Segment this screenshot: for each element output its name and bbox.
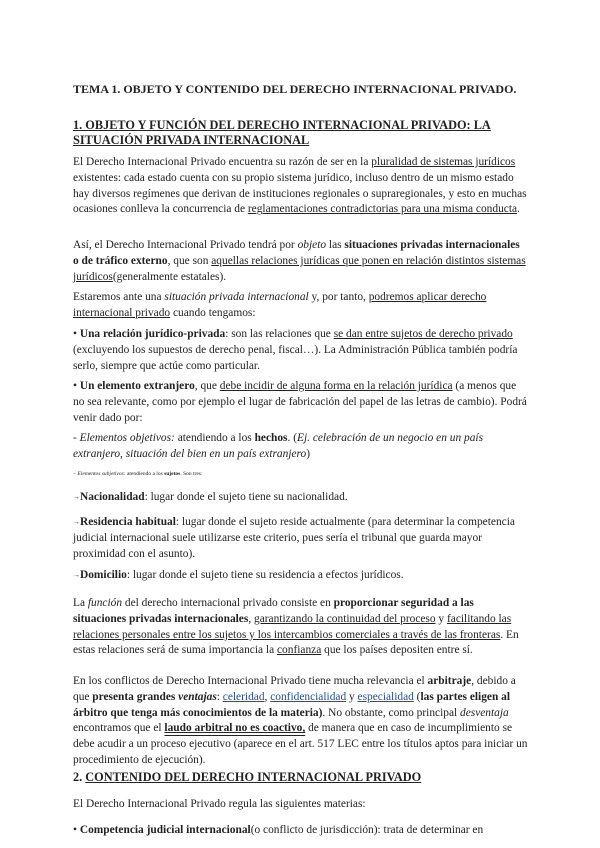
p3-text-3: cuando tengamos: xyxy=(170,306,256,319)
bullet-icon: • xyxy=(73,380,80,392)
criterio-residencia xyxy=(73,515,528,562)
p1-underline-1: pluralidad de sistemas jurídicos xyxy=(371,156,516,168)
p2-text-4: (generalmente estatales). xyxy=(112,270,227,283)
obj-bold: hechos xyxy=(254,432,288,444)
p5-bold-2: presenta grandes xyxy=(92,690,179,703)
res-bold: Residencia habitual xyxy=(80,516,176,528)
p4-text-4: y xyxy=(435,612,447,625)
p1-text-2: existentes: cada estado cuenta con su propio sistema jurídico, incluso dentro de un mismo estado hay diversos regímenes que derivan de instituciones regionales o supraregionales, y esto en muchas ocasiones conlleva la concurrencia de xyxy=(73,171,527,216)
p3-underline: podremos aplicar derecho internacional privado xyxy=(73,291,487,319)
nac-text: : lugar donde el sujeto tiene su nacionalidad. xyxy=(144,491,348,503)
b3-text: (o conflicto de jurisdicción): trata de determinar en xyxy=(250,824,484,836)
b2-text: , que xyxy=(194,380,220,392)
p4-italic: función xyxy=(87,597,123,609)
b2-bold: Un elemento extranjero xyxy=(79,380,195,392)
arrow-icon: → xyxy=(73,493,80,501)
bullet-competencia-judicial xyxy=(73,823,528,839)
paragraph-arbitraje xyxy=(73,674,528,769)
subj-bold: sujetos xyxy=(164,471,181,477)
section2-heading xyxy=(73,770,528,785)
subj-text: atendiendo a los xyxy=(125,471,165,477)
bullet-icon: • xyxy=(73,328,80,340)
p4-text-3: , xyxy=(248,612,255,625)
p1-text-3: . xyxy=(517,203,520,216)
obj-text-3: ) xyxy=(306,447,311,460)
p5-text-3: : xyxy=(216,690,223,703)
p1-text: El Derecho Internacional Privado encuentra su razón de ser en la xyxy=(73,156,372,168)
p4-bold: proporcionar seguridad a las situaciones privadas internacionales xyxy=(73,597,474,625)
b2-text-2: (a menos que no sea relevante, como por ejemplo el lugar de fabricación del papel de las letras de cambio). Podrá venir dado por: xyxy=(73,380,527,424)
p2-text-3: , que son xyxy=(167,254,212,267)
p4-text-5: . En estas relaciones será de suma importancia la xyxy=(73,628,519,657)
p2-text: Así, el Derecho Internacional Privado tendrá por xyxy=(73,239,298,251)
p3-text-2: y, por tanto, xyxy=(308,291,369,303)
p3-text: Estaremos ante una xyxy=(73,291,165,303)
dom-bold: Domicilio xyxy=(80,569,127,581)
p5-text-5: y xyxy=(346,690,358,703)
p5-link-especialidad: especialidad xyxy=(357,690,414,703)
b1-text-2: (excluyendo los supuestos de derecho penal, fiscal…). La Administración Pública también podría serlo, siempre que actúe como particular. xyxy=(73,343,518,372)
paragraph-2 xyxy=(73,238,528,285)
p4-underline-3: confianza xyxy=(277,644,322,657)
p5-text-9: de manera que en caso de incumplimiento se debe acudir a un proceso ejecutivo (aparece en el art. 517 LEC entre los títulos aptos para iniciar un procedimiento de ejecución). xyxy=(73,722,528,766)
arrow-icon: → xyxy=(73,518,80,526)
p5-text-8: encontramos que el xyxy=(73,722,165,735)
p5-bold-3: las partes eligen al árbitro que tenga más conocimientos de la materia) xyxy=(73,690,511,719)
obj-italic: - Elementos objetivos: xyxy=(73,432,175,444)
bullet-relacion-juridico-privada xyxy=(73,327,528,374)
section1-heading-line1: 1. OBJETO Y FUNCIÓN DEL DERECHO INTERNACIONAL PRIVADO: LA xyxy=(73,118,491,132)
bullet-elemento-extranjero xyxy=(73,379,528,426)
p5-text-4: , xyxy=(264,690,271,703)
bullet-icon: • xyxy=(73,824,80,836)
document-title: TEMA 1. OBJETO Y CONTENIDO DEL DERECHO INTERNACIONAL PRIVADO. xyxy=(73,82,517,96)
p5-italic: desventaja xyxy=(460,706,509,719)
paragraph-1 xyxy=(73,155,528,218)
p5-bold-italic: ventajas xyxy=(178,690,217,703)
b1-bold: Una relación jurídico-privada xyxy=(79,328,226,340)
p2-text-2: las xyxy=(326,239,345,251)
paragraph-funcion xyxy=(73,596,528,659)
elementos-objetivos xyxy=(73,431,528,463)
p5-link-confidencialidad: confidencialidad xyxy=(270,690,347,703)
p2-underline: aquellas relaciones jurídicas que ponen en relación distintos sistemas jurídicos xyxy=(73,254,526,283)
section1-heading xyxy=(73,118,528,148)
p5-bold: arbitraje xyxy=(427,675,472,687)
subj-text-2: . Son tres: xyxy=(180,471,203,477)
p4-text-6: que los países depositen entre sí. xyxy=(321,644,473,657)
p4-text-2: del derecho internacional privado consiste en xyxy=(122,597,334,609)
paragraph-materias: El Derecho Internacional Privado regula las siguientes materias: xyxy=(73,798,366,810)
paragraph-3 xyxy=(73,290,528,322)
section2-number: 2. xyxy=(73,770,86,784)
obj-italic-2: Ej. celebración de un negocio en un país extranjero, situación del bien en un país extranjero xyxy=(73,432,483,460)
p5-text-2: , debido a que xyxy=(73,675,516,703)
p5-text-7: . No obstante, como principal xyxy=(322,706,461,719)
p2-bold: situaciones privadas internacionales o de tráfico externo xyxy=(73,239,520,267)
criterio-nacionalidad xyxy=(73,490,528,506)
elementos-subjetivos xyxy=(73,470,528,478)
b1-text: : son las relaciones que xyxy=(225,328,334,340)
p5-link-celeridad: celeridad xyxy=(222,690,265,703)
dash-icon: − xyxy=(73,471,77,477)
section2-heading-text: CONTENIDO DEL DERECHO INTERNACIONAL PRIVADO xyxy=(85,770,422,784)
criterio-domicilio xyxy=(73,568,528,584)
p4-text: La xyxy=(73,597,88,609)
arrow-icon: → xyxy=(73,571,80,579)
p2-italic: objeto xyxy=(297,239,327,251)
subj-italic: Elementos subjetivos: xyxy=(77,471,126,477)
b2-underline: debe incidir de alguna forma en la relación jurídica xyxy=(219,380,453,392)
b1-underline: se dan entre sujetos de derecho privado xyxy=(333,328,513,340)
obj-text: atendiendo a los xyxy=(174,432,255,444)
p5-double-underline: laudo arbitral no es coactivo, xyxy=(164,722,306,735)
res-text: : lugar donde el sujeto reside actualmente (para determinar la competencia judicial internacional suele utilizarse este criterio, pues sería el tribunal que guarda mayor proximidad con el asunto). xyxy=(73,516,515,560)
p5-text: En los conflictos de Derecho Internacional Privado tiene mucha relevancia el xyxy=(73,675,428,687)
p4-underline: garantizando la continuidad del proceso xyxy=(254,612,436,625)
p3-italic: situación privada internacional xyxy=(164,291,309,303)
nac-bold: Nacionalidad xyxy=(80,491,145,503)
p1-underline-2: reglamentaciones contradictorias para una misma conducta xyxy=(247,203,518,216)
p4-underline-2: facilitando las relaciones personales entre los sujetos y los intercambios comerciales a través de las fronteras xyxy=(73,612,512,641)
dom-text: : lugar donde el sujeto tiene su residencia a efectos jurídicos. xyxy=(126,569,404,581)
section1-heading-line2: SITUACIÓN PRIVADA INTERNACIONAL xyxy=(73,133,310,147)
obj-text-2: . ( xyxy=(287,432,297,444)
b3-bold: Competencia judicial internacional xyxy=(79,824,251,836)
p5-text-6: ( xyxy=(413,690,421,703)
